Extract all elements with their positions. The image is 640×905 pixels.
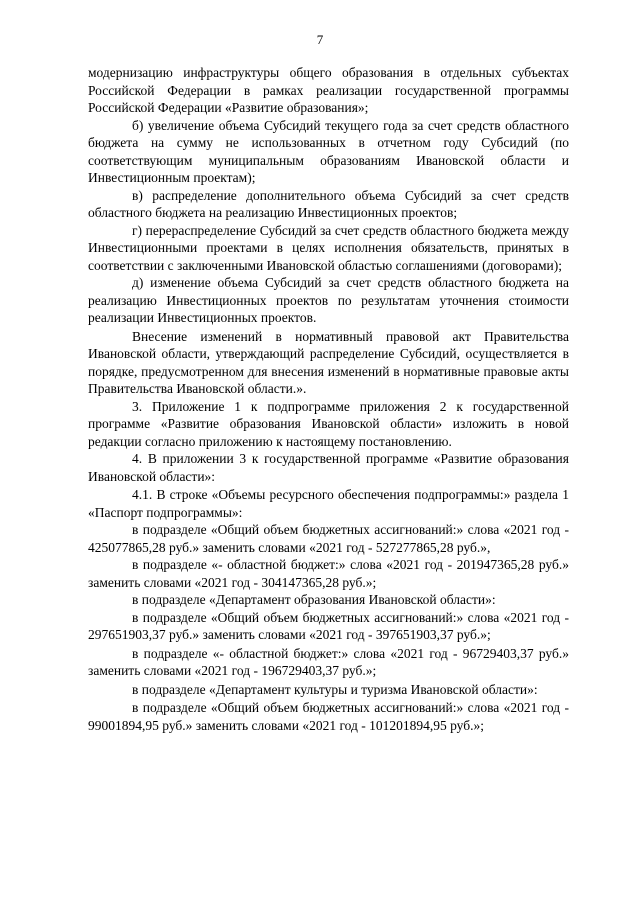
paragraph-item-d: д) изменение объема Субсидий за счет средств областного бюджета на реализацию Инвестиционных проектов по результатам уточнения стоимости реализации Инвестиционных проектов. bbox=[88, 275, 569, 325]
paragraph-amendment-procedure: Внесение изменений в нормативный правовой акт Правительства Ивановской области, утверждающий распределение Субсидий, осуществляется в порядке, предусмотренном для внесения изменений в нормативные правовые акты Правительства Ивановской области.». bbox=[88, 328, 569, 396]
paragraph-clause-4-1: 4.1. В строке «Объемы ресурсного обеспечения подпрограммы:» раздела 1 «Паспорт подпрограммы»: bbox=[88, 487, 569, 520]
paragraph-continuation: модернизацию инфраструктуры общего образования в отдельных субъектах Российской Федерации в рамках реализации государственной программы Российской Федерации «Развитие образования»; bbox=[88, 65, 569, 115]
paragraph-education-total: в подразделе «Общий объем бюджетных ассигнований:» слова «2021 год - 297651903,37 руб.» заменить словами «2021 год - 397651903,37 руб.»; bbox=[88, 609, 569, 642]
paragraph-education-regional: в подразделе «- областной бюджет:» слова «2021 год - 96729403,37 руб.» заменить словами «2021 год - 196729403,37 руб.»; bbox=[88, 645, 569, 678]
page-number: 7 bbox=[316, 32, 324, 47]
paragraph-clause-4: 4. В приложении 3 к государственной программе «Развитие образования Ивановской области»: bbox=[88, 451, 569, 484]
paragraph-item-b: б) увеличение объема Субсидий текущего года за счет средств областного бюджета на сумму не использованных в отчетном году Субсидий (по соответствующим муниципальным образованиям Ивановской области и Инвестиционным проектам); bbox=[88, 117, 569, 185]
paragraph-culture-department: в подразделе «Департамент культуры и туризма Ивановской области»: bbox=[132, 681, 538, 697]
paragraph-culture-total: в подразделе «Общий объем бюджетных ассигнований:» слова «2021 год - 99001894,95 руб.» заменить словами «2021 год - 101201894,95 руб.»; bbox=[88, 700, 569, 733]
paragraph-item-v: в) распределение дополнительного объема Субсидий за счет средств областного бюджета на реализацию Инвестиционных проектов; bbox=[88, 187, 569, 220]
paragraph-item-g: г) перераспределение Субсидий за счет средств областного бюджета между Инвестиционными проектами в целях исполнения обязательств, принятых в соответствии с заключенными Ивановской областью соглашениями (договорами); bbox=[88, 222, 569, 273]
paragraph-regional-budget: в подразделе «- областной бюджет:» слова «2021 год - 201947365,28 руб.» заменить словами «2021 год - 304147365,28 руб.»; bbox=[88, 557, 569, 590]
paragraph-education-department: в подразделе «Департамент образования Ивановской области»: bbox=[132, 592, 496, 607]
paragraph-clause-3: 3. Приложение 1 к подпрограмме приложения 2 к государственной программе «Развитие образования Ивановской области» изложить в новой редакции согласно приложению к настоящему постановлению. bbox=[88, 398, 569, 449]
document-body bbox=[88, 64, 569, 734]
paragraph-total-allocations: в подразделе «Общий объем бюджетных ассигнований:» слова «2021 год - 425077865,28 руб.» заменить словами «2021 год - 527277865,28 руб.», bbox=[88, 522, 569, 555]
